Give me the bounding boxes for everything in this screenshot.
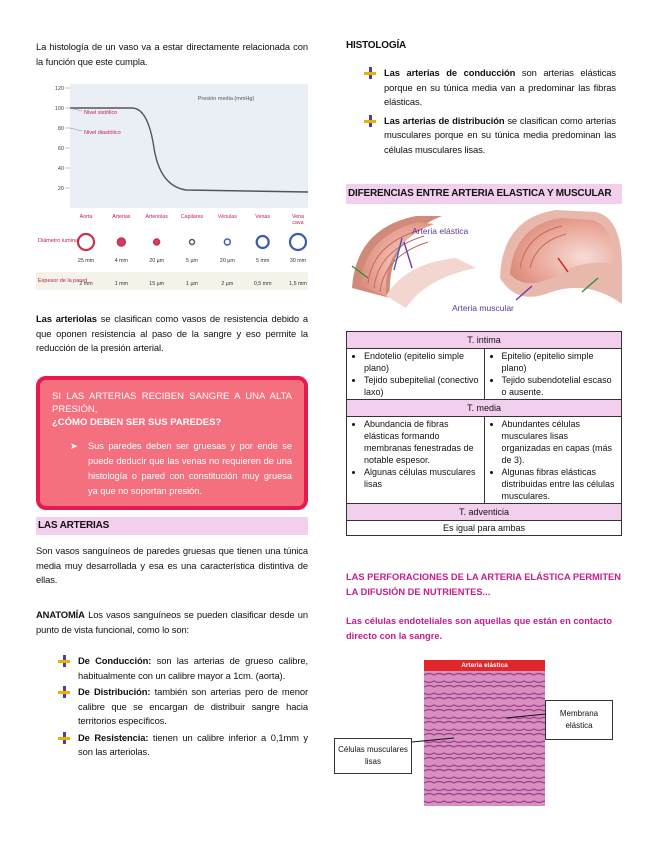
series-label: Nivel diastólico — [84, 130, 121, 136]
micrograph-title: Arteria elástica — [424, 660, 545, 671]
table-adventicia-text: Es igual para ambas — [347, 521, 622, 536]
espesor-value: 15 µm — [149, 281, 165, 287]
list-item: De Resistencia: tienen un calibre inferior a 0,1mm y son las arteriolas. — [50, 731, 308, 760]
table-cell-item: • Abundantes células musculares lisas organizadas en capas (más de 3). — [502, 418, 619, 466]
espesor-value: 1 mm — [114, 281, 128, 287]
list-item: Las arterias de distribución se clasifican como arterias musculares porque en su túnica media predominan las células musculares lisas. — [356, 114, 616, 158]
arrow-bullet-icon: ➤ — [70, 441, 78, 451]
espesor-value: 0,5 mm — [253, 281, 272, 287]
espesor-value: 1 µm — [186, 281, 198, 287]
category-label: Vénulas — [217, 214, 237, 220]
vessel-diameter-icon — [257, 236, 269, 248]
micrograph-pointer-lines — [400, 700, 560, 760]
diff-title: DIFERENCIAS ENTRE ARTERIA ELASTICA Y MUSCULAR — [346, 184, 622, 204]
category-label: Arterias — [112, 214, 131, 220]
callout-question-1: SI LAS ARTERIAS RECIBEN SANGRE A UNA ALTA PRESIÓN, — [52, 391, 292, 415]
classification-list — [50, 654, 308, 760]
table-section-media: T. media — [347, 400, 622, 417]
category-label: Arteriolas — [145, 214, 168, 220]
diametro-value: 5 µm — [186, 258, 198, 264]
label-arteria-elastica: Arteria elástica — [412, 226, 469, 236]
table-cell-item: • Abundancia de fibras elásticas formando membranas fenestradas de notable espesor. — [364, 418, 481, 466]
bullet-icon — [364, 67, 376, 79]
vessel-diameter-icon — [117, 238, 125, 246]
espesor-value: 2 µm — [221, 281, 234, 287]
table-section-adventicia: T. adventicia — [347, 504, 622, 521]
pressure-figure — [36, 82, 308, 300]
table-cell-item: • Algunas fibras elásticas distribuidas entre las células musculares. — [502, 466, 619, 502]
label-membrana-elastica: Membrana elástica — [545, 700, 613, 740]
vessel-diameter-icon — [78, 234, 94, 250]
list-item: De Distribución: también son arterias pero de menor calibre que se encargan de distribuir sangre hacia territorios específicos. — [50, 685, 308, 729]
table-section-intima: T. intima — [347, 332, 622, 349]
diametro-value: 20 µm — [219, 258, 235, 264]
y-tick-label: 60 — [57, 146, 64, 152]
list-item: De Conducción: son las arterias de grueso calibre, habitualmente con un calibre mayor a 1cm. (aorta). — [50, 654, 308, 683]
espesor-value: 2 mm — [79, 281, 93, 287]
artery-cross-sections — [346, 208, 622, 316]
diametro-value: 20 µm — [149, 258, 165, 264]
diametro-label: Diámetro luminal — [38, 238, 80, 244]
y-tick-label: 40 — [57, 166, 64, 172]
category-label: Vena — [291, 214, 305, 220]
bullet-icon — [58, 732, 70, 744]
vessel-diameter-icon — [290, 234, 306, 250]
arteriolas-bold: Las arteriolas — [36, 313, 97, 324]
table-cell-item: • Epitelio (epitelio simple plano) — [502, 350, 619, 374]
diametro-value: 30 mm — [289, 258, 307, 264]
anatomia-text: Los vasos sanguíneos se pueden clasificar desde un punto de vista funcional, como lo son: — [36, 609, 308, 635]
diametro-value: 25 mm — [77, 258, 95, 264]
anatomia-bold: ANATOMÍA — [36, 609, 85, 620]
legend-label: Presión media (mmHg) — [197, 96, 255, 102]
y-tick-label: 20 — [57, 186, 64, 192]
category-label: Aorta — [79, 214, 93, 220]
histologia-list — [356, 66, 616, 157]
pressure-chart — [36, 82, 308, 300]
espesor-label: Espesor de la pared — [38, 278, 88, 284]
bullet-icon — [58, 655, 70, 667]
table-cell-item: • Tejido subendotelial escaso o ausente. — [502, 374, 619, 398]
histology-table — [346, 331, 622, 536]
category-label: Venas — [255, 214, 271, 220]
category-label: Capilares — [180, 214, 204, 220]
series-label: Nivel sistólico — [84, 110, 118, 116]
intro-paragraph: La histología de un vaso va a estar directamente relacionada con la función que este cumpla. — [36, 41, 308, 67]
bullet-icon — [58, 686, 70, 698]
vessel-diameter-icon — [190, 240, 195, 245]
anatomia-paragraph — [36, 608, 308, 637]
muscular-artery-drawing — [500, 210, 622, 304]
perforaciones-text: LAS PERFORACIONES DE LA ARTERIA ELÁSTICA PERMITEN LA DIFUSIÓN DE NUTRIENTES... — [346, 572, 621, 597]
histologia-title: HISTOLOGÍA — [346, 40, 407, 51]
table-cell-item: • Tejido subepitelial (conectivo laxo) — [364, 374, 481, 398]
table-row — [347, 349, 622, 400]
table-cell-item: • Algunas células musculares lisas — [364, 466, 481, 490]
callout-answer: Sus paredes deben ser gruesas y por ende se puede deducir que las venas no requieren de una histología o pared con constitución muy gruesa ya que no soportan presión. — [88, 441, 292, 496]
endoteliales-text: Las células endoteliales son aquellas que están en contacto directo con la sangre. — [346, 616, 613, 641]
table-cell-item: • Endotelio (epitelio simple plano) — [364, 350, 481, 374]
arteriolas-text: se clasifican como vasos de resistencia debido a que oponen resistencia al paso de la sangre y eso permite la reducción de la presión arterial. — [36, 313, 308, 353]
list-item: Las arterias de conducción son arterias elásticas porque en su túnica media van a predominar las fibras elásticas. — [356, 66, 616, 110]
diametro-value: 4 mm — [114, 258, 128, 264]
y-tick-label: 100 — [54, 106, 64, 112]
callout-box — [36, 376, 308, 510]
category-label: cava — [292, 220, 304, 226]
histology-table-wrapper — [346, 331, 622, 536]
y-tick-label: 80 — [57, 126, 64, 132]
arterias-paragraph: Son vasos sanguíneos de paredes gruesas que tienen una túnica media muy desarrollada y esa es una característica distintiva de ellas. — [36, 545, 308, 585]
artery-illustration — [346, 208, 622, 316]
callout-question-2: ¿CÓMO DEBEN SER SUS PAREDES? — [52, 417, 222, 428]
label-arteria-muscular: Arteria muscular — [452, 303, 514, 313]
vessel-diameter-icon — [154, 239, 160, 245]
vessel-diameter-icon — [224, 239, 230, 245]
table-row — [347, 417, 622, 504]
diametro-value: 5 mm — [256, 258, 270, 264]
y-tick-label: 120 — [54, 86, 64, 92]
arteriolas-paragraph — [36, 312, 308, 356]
section-title-arterias: LAS ARTERIAS — [36, 517, 308, 535]
label-celulas-musculares: Células musculares lisas — [334, 738, 412, 774]
espesor-value: 1,5 mm — [289, 281, 307, 287]
bullet-icon — [364, 115, 376, 127]
